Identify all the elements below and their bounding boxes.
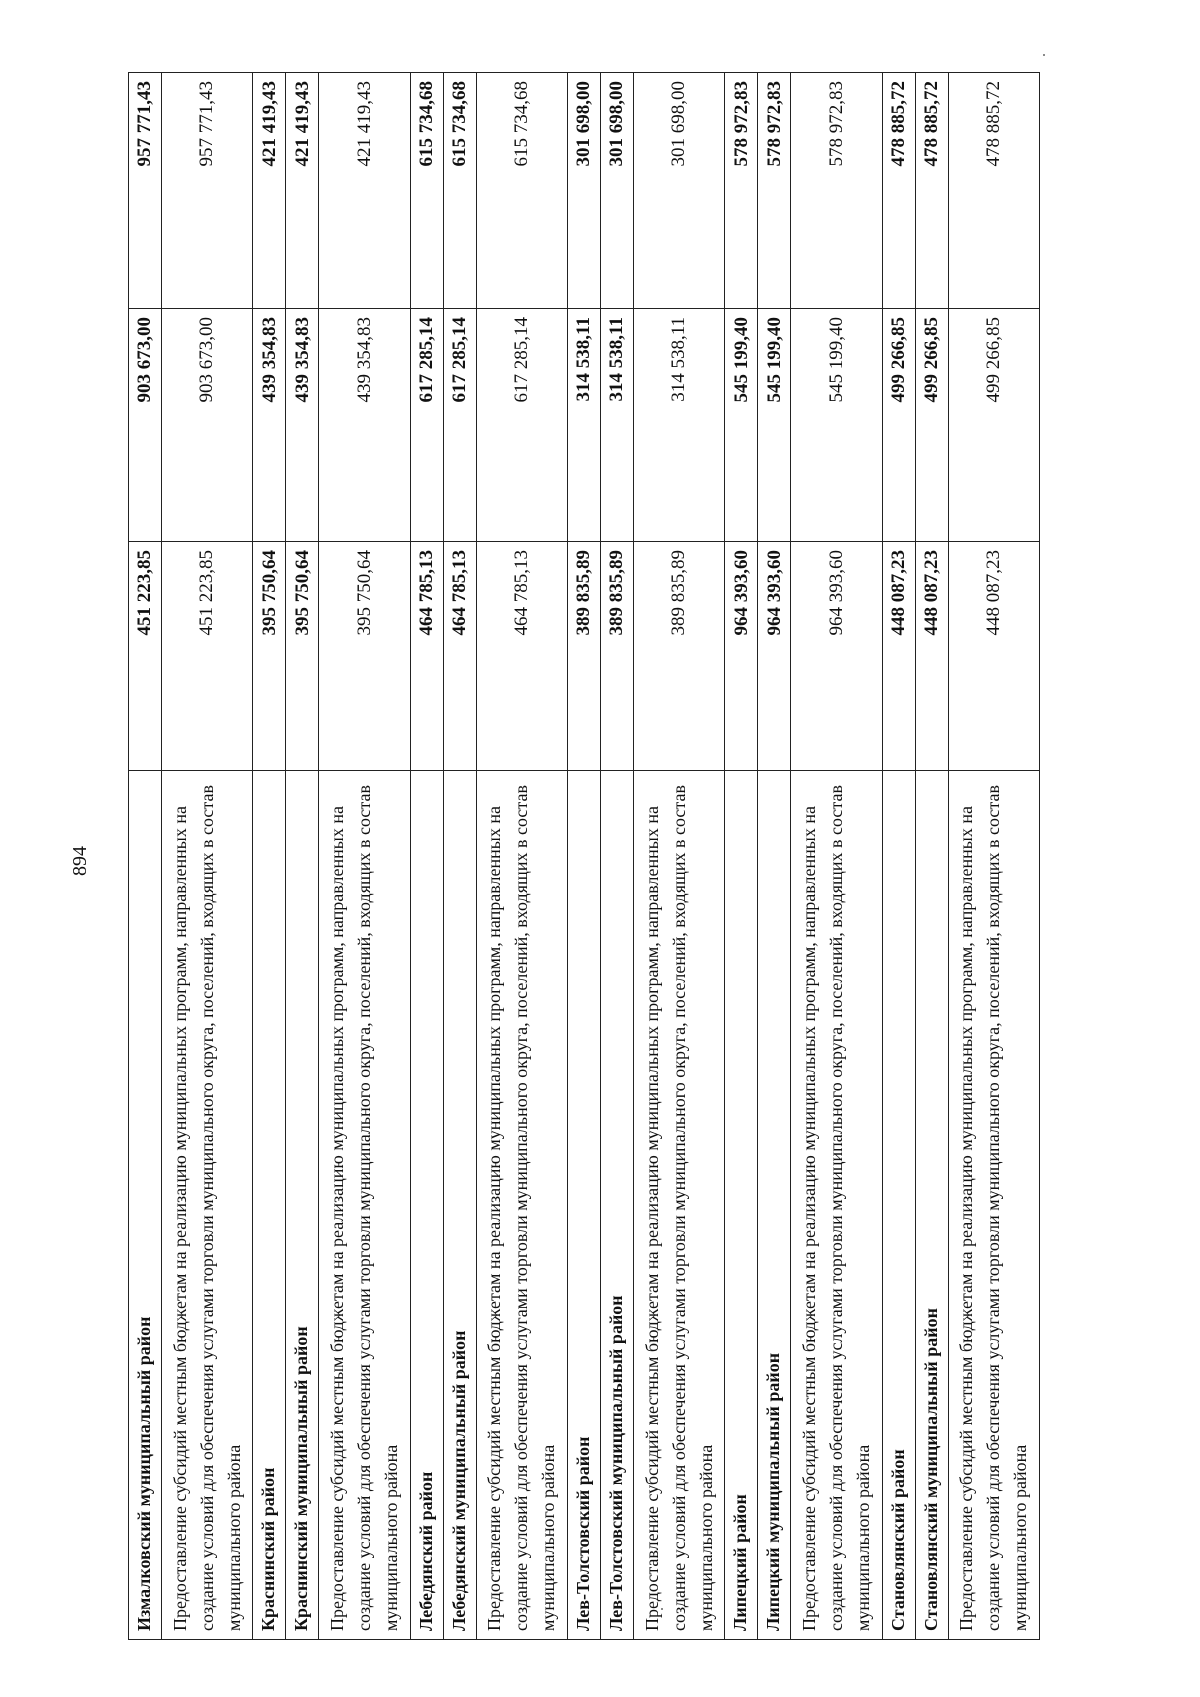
row-name-cell: Липецкий район	[725, 771, 758, 1640]
table-row-district	[253, 73, 286, 1640]
row-value-3-cell: 478 885,72	[915, 73, 948, 309]
row-value-2-cell: 545 199,40	[725, 309, 758, 542]
row-value-3-cell: 421 419,43	[253, 73, 286, 309]
row-value-2-cell: 499 266,85	[948, 309, 1039, 542]
table-row-subsidy	[634, 73, 725, 1640]
row-value-1-cell: 389 835,89	[600, 542, 633, 771]
scan-speck	[1043, 54, 1045, 56]
row-name-cell: Лебедянский муниципальный район	[443, 771, 476, 1640]
row-value-2-cell: 314 538,11	[600, 309, 633, 542]
table-row-district	[410, 73, 443, 1640]
row-value-2-cell: 439 354,83	[319, 309, 410, 542]
budget-table	[128, 72, 1040, 1640]
row-value-3-cell: 421 419,43	[286, 73, 319, 309]
row-name-cell: Краснинский район	[253, 771, 286, 1640]
row-value-1-cell: 389 835,89	[567, 542, 600, 771]
row-value-2-cell: 499 266,85	[915, 309, 948, 542]
row-value-3-cell: 615 734,68	[410, 73, 443, 309]
row-name-cell: Липецкий муниципальный район	[758, 771, 791, 1640]
row-value-3-cell: 478 885,72	[948, 73, 1039, 309]
table-row-district	[567, 73, 600, 1640]
row-value-1-cell: 464 785,13	[476, 542, 567, 771]
row-value-1-cell: 964 393,60	[725, 542, 758, 771]
table-row-district	[882, 73, 915, 1640]
row-value-3-cell: 957 771,43	[129, 73, 162, 309]
row-value-2-cell: 545 199,40	[791, 309, 882, 542]
row-name-cell: Предоставление субсидий местным бюджетам на реализацию муниципальных программ, направленных на создание условий для обеспечения услугами торговли муниципального округа, поселений, входящих в состав муниципального района	[791, 771, 882, 1640]
row-value-2-cell: 545 199,40	[758, 309, 791, 542]
row-value-3-cell: 301 698,00	[600, 73, 633, 309]
row-value-2-cell: 439 354,83	[286, 309, 319, 542]
row-value-1-cell: 395 750,64	[286, 542, 319, 771]
row-value-3-cell: 578 972,83	[758, 73, 791, 309]
row-value-2-cell: 617 285,14	[410, 309, 443, 542]
row-value-3-cell: 301 698,00	[567, 73, 600, 309]
row-value-3-cell: 615 734,68	[476, 73, 567, 309]
row-value-3-cell: 615 734,68	[443, 73, 476, 309]
row-value-2-cell: 903 673,00	[162, 309, 253, 542]
row-value-2-cell: 314 538,11	[567, 309, 600, 542]
row-value-1-cell: 964 393,60	[791, 542, 882, 771]
row-value-3-cell: 578 972,83	[725, 73, 758, 309]
row-value-2-cell: 439 354,83	[253, 309, 286, 542]
budget-table-body	[129, 73, 1040, 1640]
row-value-1-cell: 448 087,23	[882, 542, 915, 771]
row-value-3-cell: 578 972,83	[791, 73, 882, 309]
table-row-district	[915, 73, 948, 1640]
row-value-1-cell: 395 750,64	[253, 542, 286, 771]
row-value-1-cell: 451 223,85	[162, 542, 253, 771]
row-name-cell: Краснинский муниципальный район	[286, 771, 319, 1640]
table-row-district	[758, 73, 791, 1640]
row-value-3-cell: 421 419,43	[319, 73, 410, 309]
table-row-subsidy	[162, 73, 253, 1640]
row-value-3-cell: 478 885,72	[882, 73, 915, 309]
budget-table-rotated	[128, 73, 1040, 1640]
row-name-cell: Предоставление субсидий местным бюджетам на реализацию муниципальных программ, направленных на создание условий для обеспечения услугами торговли муниципального округа, поселений, входящих в состав муниципального района	[162, 771, 253, 1640]
row-value-2-cell: 617 285,14	[443, 309, 476, 542]
table-row-district	[725, 73, 758, 1640]
row-value-3-cell: 301 698,00	[634, 73, 725, 309]
row-name-cell: Лев-Толстовский район	[567, 771, 600, 1640]
page-number: 894	[69, 846, 91, 876]
row-name-cell: Предоставление субсидий местным бюджетам на реализацию муниципальных программ, направленных на создание условий для обеспечения услугами торговли муниципального округа, поселений, входящих в состав муниципального района	[948, 771, 1039, 1640]
row-name-cell: Лев-Толстовский муниципальный район	[600, 771, 633, 1640]
row-value-3-cell: 957 771,43	[162, 73, 253, 309]
row-value-2-cell: 903 673,00	[129, 309, 162, 542]
table-row-district	[286, 73, 319, 1640]
row-value-1-cell: 451 223,85	[129, 542, 162, 771]
row-value-2-cell: 499 266,85	[882, 309, 915, 542]
row-value-1-cell: 448 087,23	[915, 542, 948, 771]
table-row-district	[129, 73, 162, 1640]
row-value-1-cell: 389 835,89	[634, 542, 725, 771]
row-name-cell: Измалковский муниципальный район	[129, 771, 162, 1640]
row-name-cell: Становлянский муниципальный район	[915, 771, 948, 1640]
row-value-1-cell: 395 750,64	[319, 542, 410, 771]
row-value-1-cell: 448 087,23	[948, 542, 1039, 771]
row-value-1-cell: 964 393,60	[758, 542, 791, 771]
row-name-cell: Лебедянский район	[410, 771, 443, 1640]
table-row-subsidy	[476, 73, 567, 1640]
table-row-district	[600, 73, 633, 1640]
table-row-district	[443, 73, 476, 1640]
row-name-cell: Становлянский район	[882, 771, 915, 1640]
table-row-subsidy	[319, 73, 410, 1640]
row-name-cell: Предоставление субсидий местным бюджетам на реализацию муниципальных программ, направленных на создание условий для обеспечения услугами торговли муниципального округа, поселений, входящих в состав муниципального района	[319, 771, 410, 1640]
row-value-2-cell: 617 285,14	[476, 309, 567, 542]
row-value-1-cell: 464 785,13	[443, 542, 476, 771]
table-row-subsidy	[791, 73, 882, 1640]
row-value-1-cell: 464 785,13	[410, 542, 443, 771]
row-name-cell: Предоставление субсидий местным бюджетам на реализацию муниципальных программ, направленных на создание условий для обеспечения услугами торговли муниципального округа, поселений, входящих в состав муниципального района	[634, 771, 725, 1640]
row-value-2-cell: 314 538,11	[634, 309, 725, 542]
table-row-subsidy	[948, 73, 1039, 1640]
row-name-cell: Предоставление субсидий местным бюджетам на реализацию муниципальных программ, направленных на создание условий для обеспечения услугами торговли муниципального округа, поселений, входящих в состав муниципального района	[476, 771, 567, 1640]
